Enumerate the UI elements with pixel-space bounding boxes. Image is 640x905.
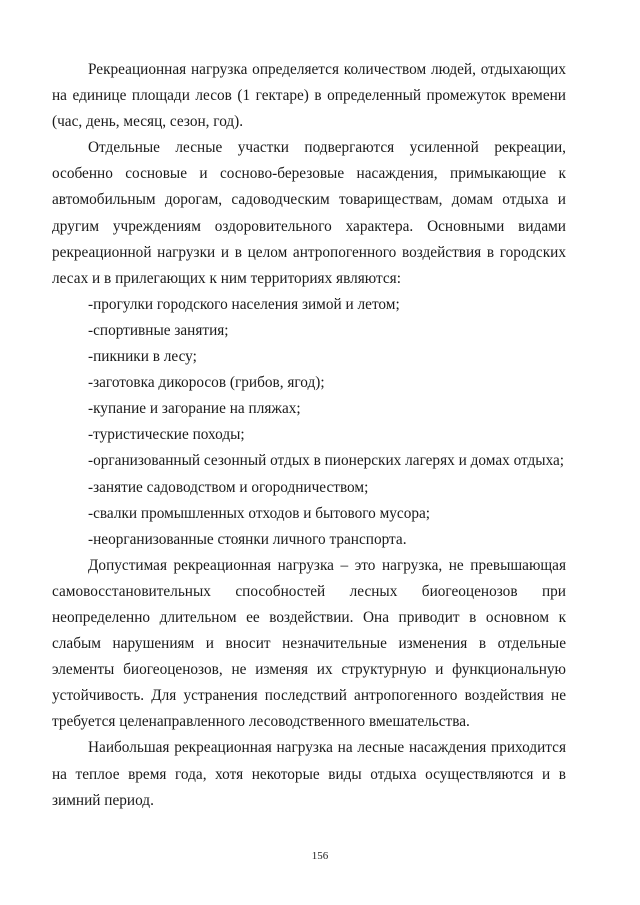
load-types-list — [52, 292, 566, 553]
page-number: 156 — [311, 850, 329, 862]
paragraph-permissible-load: Допустимая рекреационная нагрузка – это нагрузка, не превышающая самовосстановительных способностей лесных биогеоценозов при неопределенно длительном ее воздействии. Она приводит в основном к слабым нарушениям и вносит незначительные изменения в отдельные элементы биогеоценозов, не изменяя их структурную и функциональную устойчивость. Для устранения последствий антропогенного воздействия не требуется целенаправленного лесоводственного вмешательства. — [52, 556, 566, 731]
list-item: -спортивные занятия; — [88, 321, 229, 339]
paragraph-recreational-load-definition: Рекреационная нагрузка определяется количеством людей, отдыхающих на единице площади лесов (1 гектаре) в определенный промежуток времени (час, день, месяц, сезон, год). — [52, 61, 566, 131]
list-item: -пикники в лесу; — [88, 348, 197, 366]
list-item: -занятие садоводством и огородничеством; — [88, 478, 369, 496]
page-body — [52, 57, 566, 814]
list-item: -свалки промышленных отходов и бытового мусора; — [88, 504, 431, 522]
list-item: -организованный сезонный отдых в пионерских лагерях и домах отдыха; — [88, 452, 565, 470]
list-item: -прогулки городского населения зимой и летом; — [88, 295, 400, 313]
list-item: -заготовка дикоросов (грибов, ягод); — [88, 374, 325, 392]
list-item: -купание и загорание на пляжах; — [88, 400, 301, 418]
list-item: -неорганизованные стоянки личного транспорта. — [88, 530, 407, 548]
paragraph-peak-load: Наибольшая рекреационная нагрузка на лесные насаждения приходится на теплое время года, хотя некоторые виды отдыха осуществляются и в зимний период. — [52, 739, 566, 809]
paragraph-forest-areas: Отдельные лесные участки подвергаются усиленной рекреации, особенно сосновые и сосново-березовые насаждения, примыкающие к автомобильным дорогам, садоводческим товариществам, домам отдыха и другим учреждениям оздоровительного характера. Основными видами рекреационной нагрузки и в целом антропогенного воздействия в городских лесах и в прилегающих к ним территориях являются: — [52, 139, 566, 287]
list-item: -туристические походы; — [88, 426, 245, 444]
